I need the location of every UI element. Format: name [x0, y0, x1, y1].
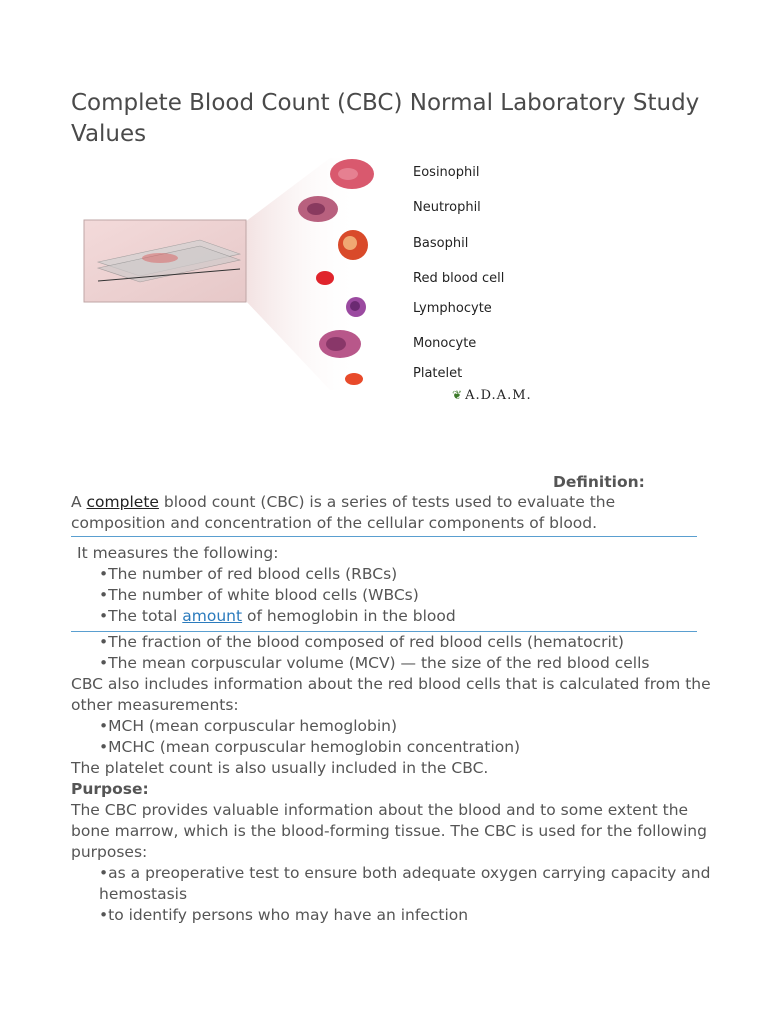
measure-item: •The number of red blood cells (RBCs)	[99, 565, 398, 583]
adam-credit	[452, 388, 532, 403]
cell-label-red-blood-cell: Red blood cell	[413, 271, 505, 286]
platelet-cell	[345, 373, 363, 385]
cell-label-eosinophil: Eosinophil	[413, 165, 480, 180]
hemoglobin-pre: •The total	[99, 607, 183, 625]
definition-heading: Definition:	[553, 473, 645, 491]
purpose-heading: Purpose:	[71, 780, 149, 798]
blood-smear	[142, 253, 178, 263]
measure-item: •The number of white blood cells (WBCs)	[99, 586, 419, 604]
complete-link[interactable]: complete	[86, 493, 159, 511]
also-item: •MCHC (mean corpuscular hemoglobin concentration)	[99, 738, 521, 756]
red-blood-cell	[316, 271, 334, 285]
measures-continued	[71, 632, 711, 926]
intro-paragraph	[71, 492, 711, 534]
neutrophil-cell	[298, 196, 338, 222]
eosinophil-cell	[330, 159, 374, 189]
hemoglobin-post: of hemoglobin in the blood	[242, 607, 456, 625]
cell-label-lymphocyte: Lymphocyte	[413, 301, 492, 316]
cell-label-neutrophil: Neutrophil	[413, 200, 481, 215]
amount-link[interactable]: amount	[182, 607, 243, 625]
blood-cells-illustration	[0, 150, 768, 420]
measure-item: •The fraction of the blood composed of red blood cells (hematocrit)	[99, 633, 624, 651]
purpose-item: •as a preoperative test to ensure both adequate oxygen carrying capacity and hemostasis	[99, 864, 711, 903]
adam-credit-text: A.D.A.M.	[465, 388, 532, 403]
cell-label-monocyte: Monocyte	[413, 336, 477, 351]
measures-heading: It measures the following:	[77, 544, 279, 562]
measures-section	[71, 543, 711, 627]
purpose-paragraph: The CBC provides valuable information about the blood and to some extent the bone marrow, which is the blood-forming tissue. The CBC is used for the following purposes:	[71, 801, 707, 861]
cell-label-basophil: Basophil	[413, 236, 469, 251]
intro-rest: blood count (CBC) is a series of tests used to evaluate the composition and concentration of the cellular components of blood.	[71, 493, 616, 532]
blood-cells-figure	[0, 150, 768, 420]
leaf-icon: ❦	[452, 388, 464, 402]
intro-a: A	[71, 493, 87, 511]
platelet-paragraph: The platelet count is also usually included in the CBC.	[71, 759, 489, 777]
purpose-item: •to identify persons who may have an infection	[99, 906, 469, 924]
measure-item-hemoglobin	[71, 606, 711, 627]
also-paragraph: CBC also includes information about the red blood cells that is calculated from the other measurements:	[71, 675, 711, 714]
divider-top	[71, 536, 697, 537]
monocyte-cell	[319, 330, 361, 358]
lymphocyte-cell	[346, 297, 366, 317]
also-item: •MCH (mean corpuscular hemoglobin)	[99, 717, 398, 735]
cell-label-platelet: Platelet	[413, 366, 463, 381]
page-title: Complete Blood Count (CBC) Normal Laboratory Study Values	[71, 90, 700, 147]
measure-item: •The mean corpuscular volume (MCV) — the size of the red blood cells	[99, 654, 650, 672]
basophil-cell	[338, 230, 368, 260]
